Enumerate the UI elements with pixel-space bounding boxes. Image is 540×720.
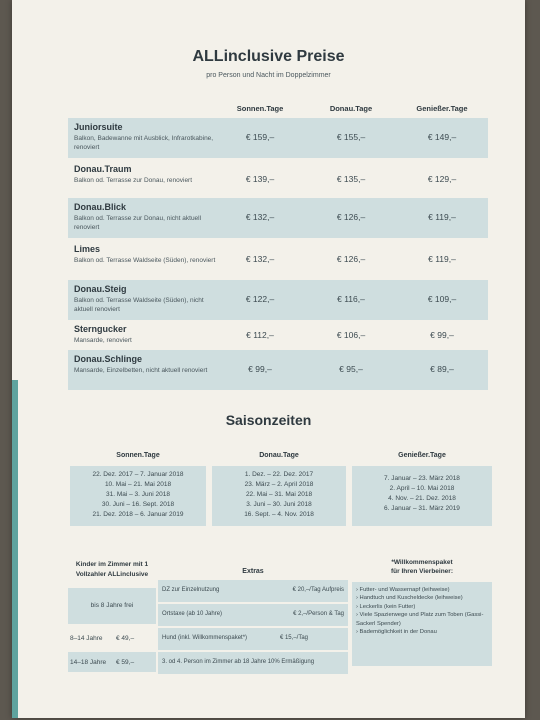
room-name: Juniorsuite <box>74 122 123 132</box>
list-item: › Handtuch und Kuscheldecke (leihweise) <box>356 594 488 602</box>
price-cell: € 112,– <box>246 330 274 340</box>
table-row <box>68 280 488 320</box>
kids-row <box>68 628 156 648</box>
room-desc: Balkon od. Terrasse zur Donau, renoviert <box>74 177 193 184</box>
table-row <box>68 160 488 200</box>
extras-price: € 2,–/Person & Tag <box>293 611 344 617</box>
list-item: 10. Mai – 21. Mai 2018 <box>104 481 172 488</box>
welcome-heading-line1: *Willkommenspaket <box>391 559 453 566</box>
price-cell: € 126,– <box>336 254 366 264</box>
price-cell: € 132,– <box>245 254 275 264</box>
price-cell: € 132,– <box>245 212 275 222</box>
list-item: 22. Mai – 31. Mai 2018 <box>245 491 313 498</box>
welcome-list <box>352 582 492 666</box>
season-header-donau: Donau.Tage <box>259 452 299 459</box>
extras-heading: Extras <box>242 568 264 575</box>
extras-price: € 15,–/Tag <box>279 635 308 641</box>
table-row <box>68 350 488 390</box>
kids-heading: Kinder im Zimmer mit 1 Vollzahler ALLinclusive <box>75 561 149 578</box>
list-item: 4. Nov. – 21. Dez. 2018 <box>388 495 456 502</box>
kids-price: € 49,– <box>116 635 135 642</box>
price-cell: € 116,– <box>337 294 365 304</box>
price-cell: € 119,– <box>428 212 456 222</box>
list-item: › Bademöglichkeit in der Donau <box>356 628 488 636</box>
kids-age: 14–18 Jahre <box>70 659 107 666</box>
price-cell: € 99,– <box>430 330 454 340</box>
season-box-sonnen <box>70 466 206 526</box>
price-cell: € 119,– <box>428 254 456 264</box>
list-item: 6. Januar – 31. März 2019 <box>384 505 460 512</box>
extras-label: Ortstaxe (ab 10 Jahre) <box>162 611 223 617</box>
welcome-heading <box>352 558 492 576</box>
list-item: 1. Dez. – 22. Dez. 2017 <box>244 471 314 478</box>
price-cell: € 129,– <box>427 174 457 184</box>
room-desc: Mansarde, renoviert <box>74 337 132 344</box>
room-name: Limes <box>74 244 101 254</box>
table-row <box>68 320 488 352</box>
extras-row <box>158 628 348 650</box>
list-item: 21. Dez. 2018 – 6. Januar 2019 <box>92 511 184 518</box>
room-desc: Balkon od. Terrasse Waldseite (Süden), nicht aktuell renoviert <box>74 297 204 313</box>
price-cell: € 149,– <box>427 132 457 142</box>
extras-label: Hund (inkl. Willkommenspaket*) <box>162 635 248 641</box>
col-header-sonnen: Sonnen.Tage <box>236 104 284 113</box>
price-cell: € 122,– <box>245 294 275 304</box>
price-cell: € 99,– <box>248 364 272 374</box>
seasons-title: Saisonzeiten <box>225 412 312 428</box>
list-item: 30. Juni – 16. Sept. 2018 <box>101 501 175 508</box>
list-item: 7. Januar – 23. März 2018 <box>384 475 460 482</box>
season-box-geniesser <box>352 466 492 526</box>
extras-row <box>158 652 348 674</box>
kids-row <box>68 588 156 624</box>
list-item: › Viele Spazierwege und Platz zum Toben (Gassi-Sackerl Spender) <box>356 611 488 628</box>
price-cell: € 135,– <box>336 174 366 184</box>
list-item: 22. Dez. 2017 – 7. Januar 2018 <box>92 471 184 478</box>
list-item: 2. April – 10. Mai 2018 <box>389 485 455 492</box>
list-item: 3. Juni – 30. Juni 2018 <box>246 501 312 508</box>
table-row <box>68 240 488 280</box>
price-cell: € 95,– <box>339 364 363 374</box>
extras-row <box>158 604 348 626</box>
page-subtitle: pro Person und Nacht im Doppelzimmer <box>206 72 331 79</box>
room-name: Donau.Blick <box>74 202 127 212</box>
col-header-geniesser: Genießer.Tage <box>416 104 468 113</box>
extras-label: 3. od 4. Person im Zimmer ab 18 Jahre 10% Ermäßigung <box>162 659 315 665</box>
room-desc: Balkon od. Terrasse zur Donau, nicht aktuell renoviert <box>74 215 202 231</box>
table-row <box>68 198 488 238</box>
list-item: 23. März – 2. April 2018 <box>244 481 314 488</box>
price-sheet <box>12 0 525 718</box>
room-name: Donau.Traum <box>74 164 132 174</box>
extras-label: DZ zur Einzelnutzung <box>162 587 220 593</box>
room-name: Donau.Schlinge <box>74 354 143 364</box>
kids-age: 8–14 Jahre <box>70 635 103 642</box>
list-item: 16. Sept. – 4. Nov. 2018 <box>244 511 314 518</box>
price-cell: € 109,– <box>427 294 457 304</box>
room-desc: Balkon, Badewanne mit Ausblick, Infrarotkabine, renoviert <box>74 135 214 151</box>
room-name: Donau.Steig <box>74 284 127 294</box>
page-title: ALLinclusive Preise <box>192 48 345 65</box>
price-cell: € 155,– <box>336 132 366 142</box>
extras-price: € 20,–/Tag Aufpreis <box>292 587 344 593</box>
list-item: 31. Mai – 3. Juni 2018 <box>106 491 170 498</box>
col-header-donau: Donau.Tage <box>329 104 373 113</box>
kids-row <box>68 652 156 672</box>
extras-row <box>158 580 348 602</box>
room-name: Sterngucker <box>74 324 127 334</box>
edge-stripe <box>12 380 18 718</box>
kids-age: bis 8 Jahre frei <box>90 602 134 609</box>
list-item: › Leckerlis (kein Futter) <box>356 603 488 611</box>
room-desc: Mansarde, Einzelbetten, nicht aktuell renoviert <box>74 367 208 374</box>
price-cell: € 159,– <box>245 132 275 142</box>
price-cell: € 106,– <box>336 330 366 340</box>
list-item: › Futter- und Wassernapf (leihweise) <box>356 586 488 594</box>
season-header-sonnen: Sonnen.Tage <box>116 452 160 459</box>
price-cell: € 89,– <box>430 364 454 374</box>
room-desc: Balkon od. Terrasse Waldseite (Süden), renoviert <box>74 257 216 264</box>
welcome-heading-line2: für Ihren Vierbeiner: <box>390 568 453 575</box>
table-row <box>68 118 488 158</box>
kids-price: € 59,– <box>116 659 135 666</box>
season-header-geniesser: Genießer.Tage <box>398 452 446 459</box>
season-box-donau <box>212 466 346 526</box>
price-cell: € 139,– <box>245 174 275 184</box>
price-cell: € 126,– <box>336 212 366 222</box>
